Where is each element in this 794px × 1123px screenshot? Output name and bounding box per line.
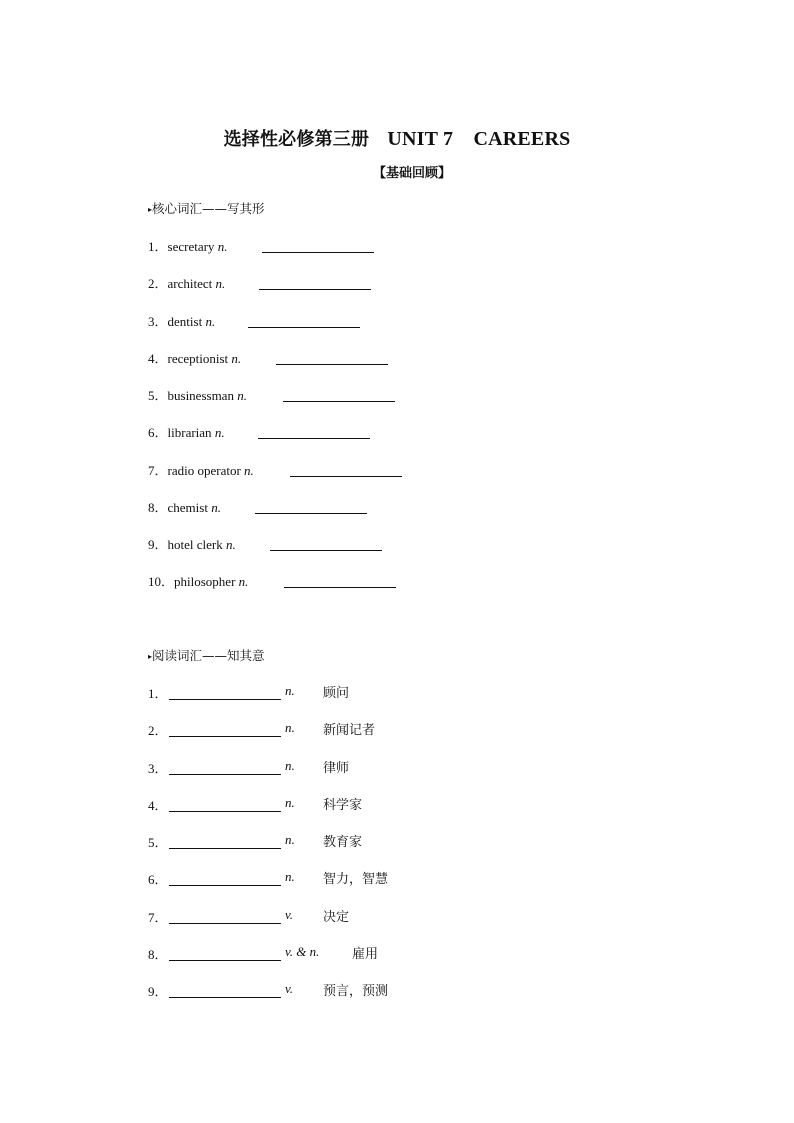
- item-word: secretary: [167, 239, 215, 254]
- vocab-item: [148, 273, 225, 293]
- item-number: 7．: [148, 463, 168, 478]
- item-word: businessman: [167, 388, 234, 403]
- vocab-item: [148, 571, 248, 591]
- item-word: receptionist: [167, 351, 229, 366]
- item-part-of-speech: n.: [244, 463, 254, 478]
- item-number: 10．: [148, 574, 175, 589]
- item-word: philosopher: [174, 574, 236, 589]
- item-number: 1．: [148, 686, 168, 701]
- item-number: 1．: [148, 239, 168, 254]
- item-number: 9．: [148, 537, 168, 552]
- answer-blank[interactable]: [290, 462, 402, 477]
- item-word: chemist: [167, 500, 208, 515]
- item-part-of-speech: v.: [285, 907, 294, 922]
- item-part-of-speech: n.: [285, 683, 295, 698]
- answer-blank[interactable]: [270, 536, 382, 551]
- item-number: 6．: [148, 425, 168, 440]
- page-title: [0, 122, 794, 151]
- item-number: 4．: [148, 798, 168, 813]
- answer-blank[interactable]: [284, 573, 396, 588]
- item-word: dentist: [167, 314, 203, 329]
- item-word: librarian: [167, 425, 212, 440]
- triangle-marker-icon: ▸: [148, 652, 153, 661]
- answer-blank[interactable]: [255, 499, 367, 514]
- item-part-of-speech: n.: [231, 351, 242, 366]
- item-number: 3．: [148, 761, 168, 776]
- item-meaning: 律师: [323, 761, 350, 776]
- answer-blank[interactable]: [169, 760, 281, 775]
- answer-blank[interactable]: [169, 797, 281, 812]
- item-meaning: 决定: [323, 910, 350, 925]
- item-word: hotel clerk: [167, 537, 223, 552]
- triangle-marker-icon: ▸: [148, 205, 153, 214]
- item-part-of-speech: n.: [285, 720, 295, 735]
- item-number: 7．: [148, 910, 168, 925]
- title-english: UNIT 7 CAREERS: [387, 128, 571, 150]
- vocab-item: [148, 460, 254, 480]
- item-number: 5．: [148, 835, 168, 850]
- item-meaning: 科学家: [323, 798, 363, 813]
- vocab-item: [148, 422, 225, 442]
- answer-blank[interactable]: [258, 424, 370, 439]
- answer-blank[interactable]: [169, 909, 281, 924]
- item-number: 2．: [148, 276, 168, 291]
- answer-blank[interactable]: [169, 834, 281, 849]
- answer-blank[interactable]: [259, 275, 371, 290]
- item-part-of-speech: n.: [285, 795, 295, 810]
- item-number: 4．: [148, 351, 168, 366]
- answer-blank[interactable]: [262, 238, 374, 253]
- item-part-of-speech: n.: [205, 314, 216, 329]
- answer-blank[interactable]: [169, 871, 281, 886]
- answer-blank[interactable]: [283, 387, 395, 402]
- vocab-item: [148, 311, 215, 331]
- section-heading-text: 核心词汇——写其形: [152, 201, 265, 216]
- item-meaning: 新闻记者: [323, 723, 376, 738]
- item-part-of-speech: n.: [226, 537, 236, 552]
- vocab-item: [148, 236, 227, 256]
- item-part-of-speech: n.: [215, 276, 226, 291]
- section-heading-core-vocabulary: [148, 199, 265, 217]
- item-part-of-speech: v.: [285, 981, 294, 996]
- item-meaning: 教育家: [323, 835, 363, 850]
- item-part-of-speech: v. & n.: [285, 944, 320, 959]
- item-number: 5．: [148, 388, 168, 403]
- item-meaning: 雇用: [352, 947, 379, 962]
- vocab-item: [148, 348, 241, 368]
- item-meaning: 预言，预测: [323, 984, 389, 999]
- item-part-of-speech: n.: [217, 239, 228, 254]
- vocab-item: [148, 385, 247, 405]
- answer-blank[interactable]: [276, 350, 388, 365]
- item-part-of-speech: n.: [211, 500, 221, 515]
- item-part-of-speech: n.: [238, 574, 249, 589]
- answer-blank[interactable]: [169, 685, 281, 700]
- page-subtitle: 【基础回顾】: [372, 166, 451, 181]
- answer-blank[interactable]: [169, 722, 281, 737]
- section-heading-text: 阅读词汇——知其意: [152, 648, 265, 663]
- item-number: 2．: [148, 723, 168, 738]
- item-part-of-speech: n.: [237, 388, 247, 403]
- item-number: 3．: [148, 314, 168, 329]
- answer-blank[interactable]: [169, 983, 281, 998]
- title-chinese: 选择性必修第三册: [223, 129, 370, 150]
- vocab-item: [148, 497, 221, 517]
- answer-blank[interactable]: [169, 946, 281, 961]
- section-heading-reading-vocabulary: [148, 646, 265, 664]
- answer-blank[interactable]: [248, 313, 360, 328]
- item-number: 8．: [148, 947, 168, 962]
- item-word: radio operator: [167, 463, 241, 478]
- item-meaning: 顾问: [323, 686, 350, 701]
- item-number: 6．: [148, 872, 168, 887]
- item-word: architect: [167, 276, 213, 291]
- item-part-of-speech: n.: [285, 869, 295, 884]
- vocab-item: [148, 534, 236, 554]
- item-meaning: 智力，智慧: [323, 872, 389, 887]
- item-number: 8．: [148, 500, 168, 515]
- item-number: 9．: [148, 984, 168, 999]
- item-part-of-speech: n.: [285, 758, 295, 773]
- item-part-of-speech: n.: [214, 425, 225, 440]
- item-part-of-speech: n.: [285, 832, 295, 847]
